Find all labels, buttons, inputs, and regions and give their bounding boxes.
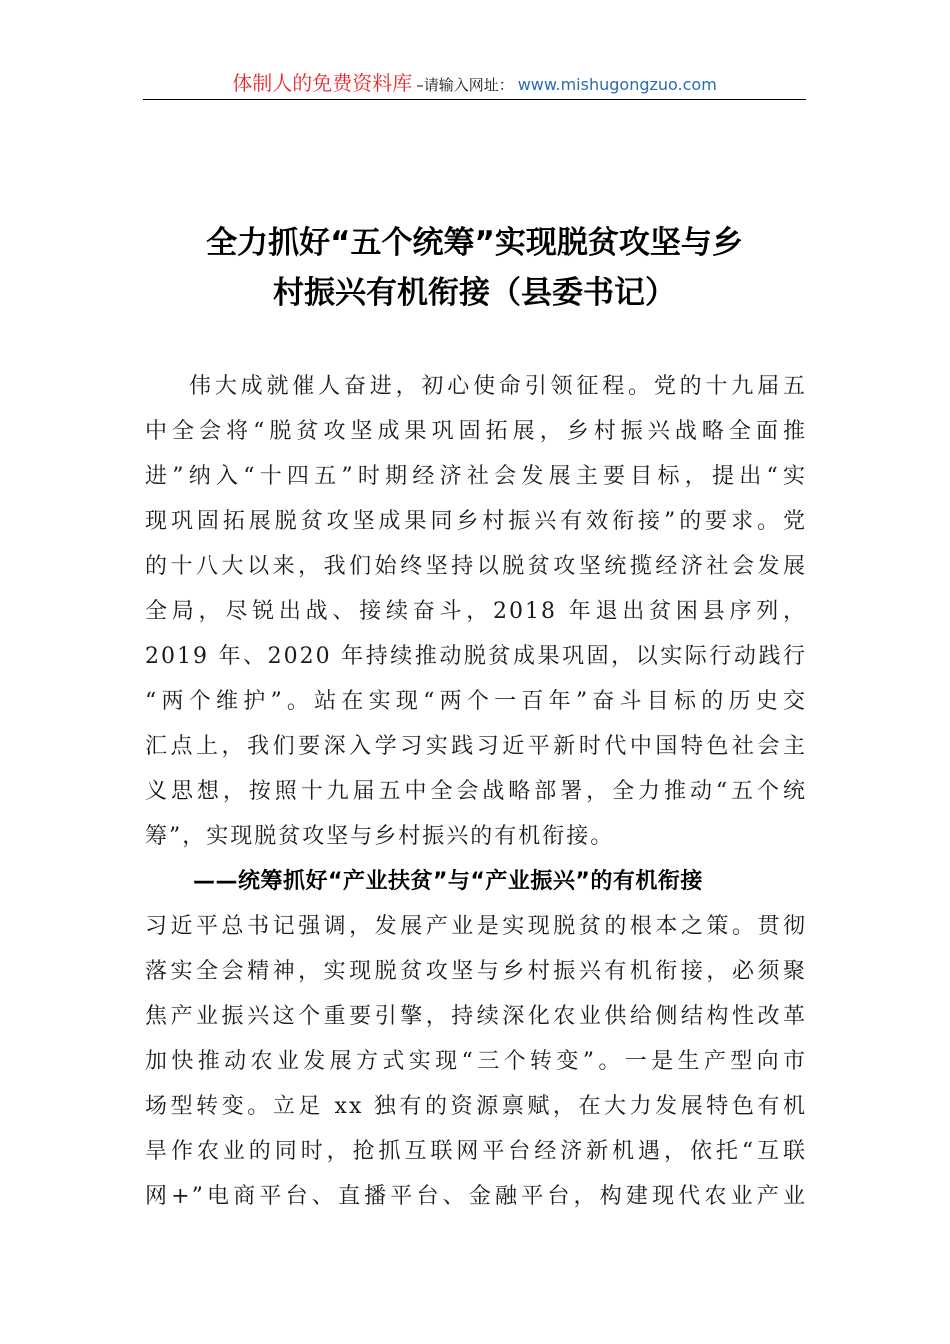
document-title [143,218,806,318]
page-header-banner [143,68,806,99]
header-divider [143,99,806,100]
paragraph-intro [145,364,807,859]
title-line-2: 村振兴有机衔接（县委书记） [273,275,676,311]
text-line: 2019 年、2020 年持续推动脱贫成果巩固，以实际行动践行 [145,644,807,669]
text-line: 网+”电商平台、直播平台、金融平台，构建现代农业产业 [145,1184,807,1209]
paragraph-industry [145,904,807,1219]
text-line: 现巩固拓展脱贫攻坚成果同乡村振兴有效衔接”的要求。党 [145,509,807,534]
text-line: 中全会将“脱贫攻坚成果巩固拓展，乡村振兴战略全面推 [145,419,807,444]
text-line: 场型转变。立足 xx 独有的资源禀赋，在大力发展特色有机 [145,1094,807,1119]
title-line-1: 全力抓好“五个统筹”实现脱贫攻坚与乡 [206,225,743,261]
text-line: 焦产业振兴这个重要引擎，持续深化农业供给侧结构性改革 [145,1004,807,1029]
header-brand-text: 体制人的免费资料库 [232,71,413,95]
header-prompt-text: –请输入网址： [416,76,514,94]
section-heading [145,859,807,904]
section-heading-text: ——统筹抓好“产业扶贫”与“产业振兴”的有机衔接 [193,869,703,894]
text-line: 进”纳入“十四五”时期经济社会发展主要目标，提出“实 [145,464,807,489]
header-url-link[interactable]: www.mishugongzuo.com [517,75,717,94]
text-line: 落实全会精神，实现脱贫攻坚与乡村振兴有机衔接，必须聚 [145,959,807,984]
text-line: 汇点上，我们要深入学习实践习近平新时代中国特色社会主 [145,734,807,759]
document-body [145,364,807,1219]
text-line: 筹”，实现脱贫攻坚与乡村振兴的有机衔接。 [145,824,615,849]
text-line: 伟大成就催人奋进，初心使命引领征程。党的十九届五 [189,374,807,399]
text-line: “两个维护”。站在实现“两个一百年”奋斗目标的历史交 [145,689,807,714]
text-line: 习近平总书记强调，发展产业是实现脱贫的根本之策。贯彻 [145,914,807,939]
text-line: 全局，尽锐出战、接续奋斗，2018 年退出贫困县序列， [145,599,807,624]
text-line: 旱作农业的同时，抢抓互联网平台经济新机遇，依托“互联 [145,1139,807,1164]
text-line: 义思想，按照十九届五中全会战略部署，全力推动“五个统 [145,779,807,804]
text-line: 加快推动农业发展方式实现“三个转变”。一是生产型向市 [145,1049,807,1074]
text-line: 的十八大以来，我们始终坚持以脱贫攻坚统揽经济社会发展 [145,554,807,579]
